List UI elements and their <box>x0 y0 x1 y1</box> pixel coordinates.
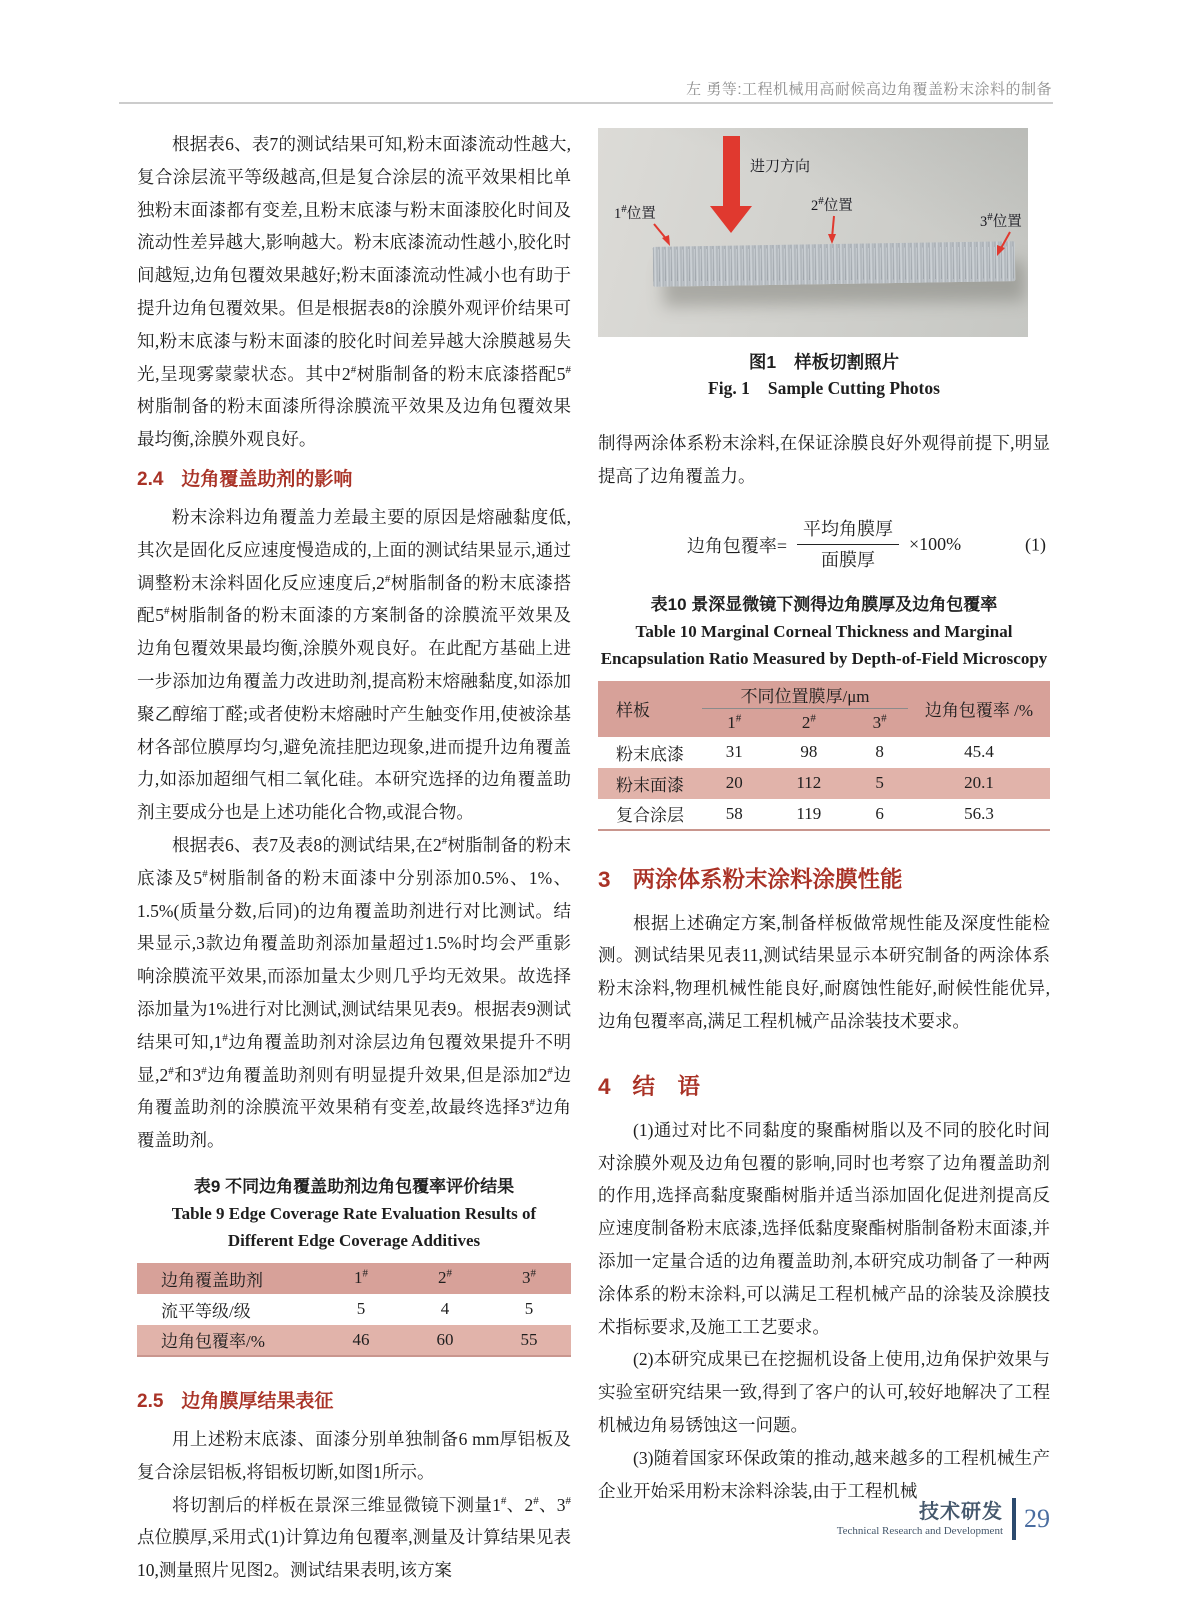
table-row <box>137 1294 571 1325</box>
table-9 <box>137 1263 571 1357</box>
table-cell: 119 <box>796 803 822 823</box>
table-header-cell: 边角包覆率 /% <box>908 681 1050 737</box>
section-number: 4 <box>598 1073 611 1099</box>
table-10 <box>598 681 1050 831</box>
table-cell: 20.1 <box>908 768 1050 799</box>
footer-label-en: Technical Research and Development <box>836 1524 1003 1537</box>
table-cell: 粉末面漆 <box>598 768 702 799</box>
table-cell: 4 <box>440 1299 450 1319</box>
table-cell: 55 <box>487 1325 571 1356</box>
table-cell: 边角覆盖助剂 <box>137 1263 319 1294</box>
table9-caption-cn: 表9 不同边角覆盖助剂边角包覆率评价结果 <box>193 1176 515 1196</box>
section-heading-4 <box>598 1070 1050 1104</box>
right-column <box>598 128 1050 1507</box>
fraction-denominator: 面膜厚 <box>821 550 875 571</box>
figure-title: 样板切割照片 <box>794 352 900 372</box>
figure-1-photo <box>598 128 1028 337</box>
fraction <box>797 517 899 572</box>
table-cell: 45.4 <box>964 742 994 762</box>
table9-caption-en: Table 9 Edge Coverage Rate Evaluation Results of Different Edge Coverage Additives <box>171 1203 537 1250</box>
table-cell: 46 <box>319 1325 403 1356</box>
figure-title: Sample Cutting Photos <box>767 378 940 398</box>
figure-tag: 图1 <box>748 352 777 372</box>
position-3-label: 3#位置 <box>980 211 1022 230</box>
paragraph: 粉末涂料边角覆盖力差最主要的原因是熔融黏度低,其次是固化反应速度慢造成的,上面的测试结果显示,通过调整粉末涂料固化反应速度后,2#树脂制备的粉末底漆搭配5#树脂制备的粉末面漆的方案制备的涂膜流平效果及边角包覆效果最均衡,涂膜外观良好。在此配方基础上进一步添加边角覆盖力改进助剂,提高粉末熔融黏度,如添加聚乙醇缩丁醛;或者使粉末熔融时产生触变作用,使被涂基材各部位膜厚均匀,避免流挂肥边现象,进而提升边角覆盖力,如添加超细气相二氧化硅。本研究选择的边角覆盖助剂主要成分也是上述功能化合物,或混合物。 <box>137 506 572 823</box>
page-footer <box>837 1498 1050 1540</box>
footer-section-label <box>837 1500 1003 1539</box>
table10-caption-cn: 表10 景深显微镜下测得边角膜厚及边角包覆率 <box>650 594 998 614</box>
footer-label-cn: 技术研发 <box>919 1500 1003 1523</box>
table-cell: 5 <box>851 768 908 799</box>
table-cell: 粉末底漆 <box>616 744 684 764</box>
table-header-cell: 2# <box>766 709 851 737</box>
equation-number: (1) <box>1025 534 1046 555</box>
section-title: 结 语 <box>632 1073 701 1099</box>
table-row <box>598 737 1050 768</box>
table-cell: 3# <box>487 1263 571 1294</box>
figure-1-caption-en <box>598 375 1050 401</box>
pointer-arrows-icon <box>598 128 1028 337</box>
section-title: 边角覆盖助剂的影响 <box>181 468 353 490</box>
table-cell: 56.3 <box>964 803 994 823</box>
section-heading-2-4 <box>137 465 571 495</box>
position-2-label: 2#位置 <box>811 195 853 214</box>
section-number: 2.4 <box>137 468 164 490</box>
page-number: 29 <box>1024 1504 1050 1533</box>
table-cell: 60 <box>403 1325 487 1356</box>
position-1-label: 1#位置 <box>614 203 656 222</box>
table-header-cell: 不同位置膜厚/μm <box>702 681 908 709</box>
table-cell: 112 <box>766 768 851 799</box>
paragraph: 制得两涂体系粉末涂料,在保证涂膜良好外观得前提下,明显提高了边角覆盖力。 <box>598 433 1050 486</box>
header-rule <box>119 102 1053 104</box>
table-cell: 6 <box>875 803 884 823</box>
table-header-cell: 3# <box>851 709 908 737</box>
table-cell: 5 <box>356 1299 366 1319</box>
table-header-row <box>598 681 1050 709</box>
figure-tag: Fig. 1 <box>708 378 750 398</box>
table-header-cell: 样板 <box>598 681 702 737</box>
table-cell: 边角包覆率/% <box>137 1325 319 1356</box>
table-cell: 1# <box>319 1263 403 1294</box>
table-row <box>137 1263 571 1294</box>
paragraph: 根据表6、表7及表8的测试结果,在2#树脂制备的粉末底漆及5#树脂制备的粉末面漆中分别添加0.5%、1%、1.5%(质量分数,后同)的边角覆盖助剂进行对比测试。结果显示,3款边角覆盖助剂添加量超过1.5%时均会严重影响涂膜流平效果,而添加量太少则几乎均无效果。故选择添加量为1%进行对比测试,测试结果见表9。根据表9测试结果可知,1#边角覆盖助剂对涂层边角包覆效果提升不明显,2#和3#边角覆盖助剂则有明显提升效果,但是添加2#边角覆盖助剂的涂膜流平效果稍有变差,故最终选择3#边角覆盖助剂。 <box>137 834 572 1151</box>
section-number: 2.5 <box>137 1390 164 1412</box>
equation-1 <box>598 511 1050 579</box>
figure-1-caption-cn <box>598 349 1050 375</box>
footer-divider-bar <box>1012 1498 1016 1540</box>
table10-caption-en: Table 10 Marginal Corneal Thickness and Marginal Encapsulation Ratio Measured by Depth-of-Field Microscopy <box>600 621 1048 668</box>
section-number: 3 <box>598 866 611 892</box>
table-row <box>137 1325 571 1356</box>
paragraph: (2)本研究成果已在挖掘机设备上使用,边角保护效果与实验室研究结果一致,得到了客户的认可,较好地解决了工程机械边角易锈蚀这一问题。 <box>598 1349 1050 1435</box>
running-head: 左 勇等:工程机械用高耐候高边角覆盖粉末涂料的制备 <box>686 81 1052 98</box>
fraction-numerator: 平均角膜厚 <box>797 517 899 545</box>
section-title: 边角膜厚结果表征 <box>181 1390 334 1412</box>
section-title: 两涂体系粉末涂料涂膜性能 <box>632 866 903 892</box>
section-heading-3 <box>598 863 1050 897</box>
paragraph: 用上述粉末底漆、面漆分别单独制备6 mm厚铝板及复合涂层铝板,将铝板切断,如图1所示。 <box>137 1428 571 1482</box>
paragraph: (1)通过对比不同黏度的聚酯树脂以及不同的胶化时间对涂膜外观及边角包覆的影响,同时也考察了边角覆盖助剂的作用,选择高黏度聚酯树脂并适当添加固化促进剂提高反应速度制备粉末底漆,选择低黏度聚酯树脂制备粉末面漆,并添加一定量合适的边角覆盖助剂,本研究成功制备了一种两涂体系的粉末涂料,可以满足工程机械产品的涂装及涂膜技术指标要求,及施工工艺要求。 <box>598 1119 1050 1337</box>
paragraph: 根据表6、表7的测试结果可知,粉末面漆流动性越大,复合涂层流平等级越高,但是复合涂层的流平效果相比单独粉末面漆都有变差,且粉末底漆与粉末面漆胶化时间及流动性差异越大,影响越大。粉末底漆流动性越小,胶化时间越短,边角包覆效果越好;粉末面漆流动性减小也有助于提升边角包覆效果。但是根据表8的涂膜外观评价结果可知,粉末底漆与粉末面漆的胶化时间差异越大涂膜越易失光,呈现雾蒙蒙状态。其中2#树脂制备的粉末底漆搭配5#树脂制备的粉末面漆所得涂膜流平效果及边角包覆效果最均衡,涂膜外观良好。 <box>137 134 571 450</box>
table-cell: 98 <box>800 742 818 762</box>
table-cell: 8 <box>875 742 884 762</box>
equation-rhs: ×100% <box>909 534 962 555</box>
table-row <box>598 768 1050 799</box>
table-cell: 20 <box>702 768 766 799</box>
table-header-cell: 1# <box>702 709 766 737</box>
paragraph: 根据上述确定方案,制备样板做常规性能及深度性能检测。测试结果见表11,测试结果显示本研究制备的两涂体系粉末涂料,物理机械性能良好,耐腐蚀性能好,耐候性能优异,边角包覆率高,满足工程机械产品涂装技术要求。 <box>598 912 1050 1031</box>
table-cell: 58 <box>725 803 743 823</box>
table-row <box>598 799 1050 830</box>
table-cell: 5 <box>524 1299 534 1319</box>
table-cell: 2# <box>403 1263 487 1294</box>
table-cell: 流平等级/级 <box>161 1301 251 1321</box>
left-column <box>137 128 571 1587</box>
cutting-direction-label: 进刀方向 <box>750 159 811 175</box>
paragraph: (3)随着国家环保政策的推动,越来越多的工程机械生产企业开始采用粉末涂料涂装,由于工程机械 <box>598 1447 1050 1501</box>
table-cell: 31 <box>725 742 743 762</box>
table-cell: 复合涂层 <box>616 806 684 826</box>
equation-lhs: 边角包覆率= <box>686 535 787 556</box>
paragraph: 将切割后的样板在景深三维显微镜下测量1#、2#、3#点位膜厚,采用式(1)计算边角包覆率,测量及计算结果见表10,测量照片见图2。测试结果表明,该方案 <box>137 1494 572 1581</box>
section-heading-2-5 <box>137 1387 571 1417</box>
